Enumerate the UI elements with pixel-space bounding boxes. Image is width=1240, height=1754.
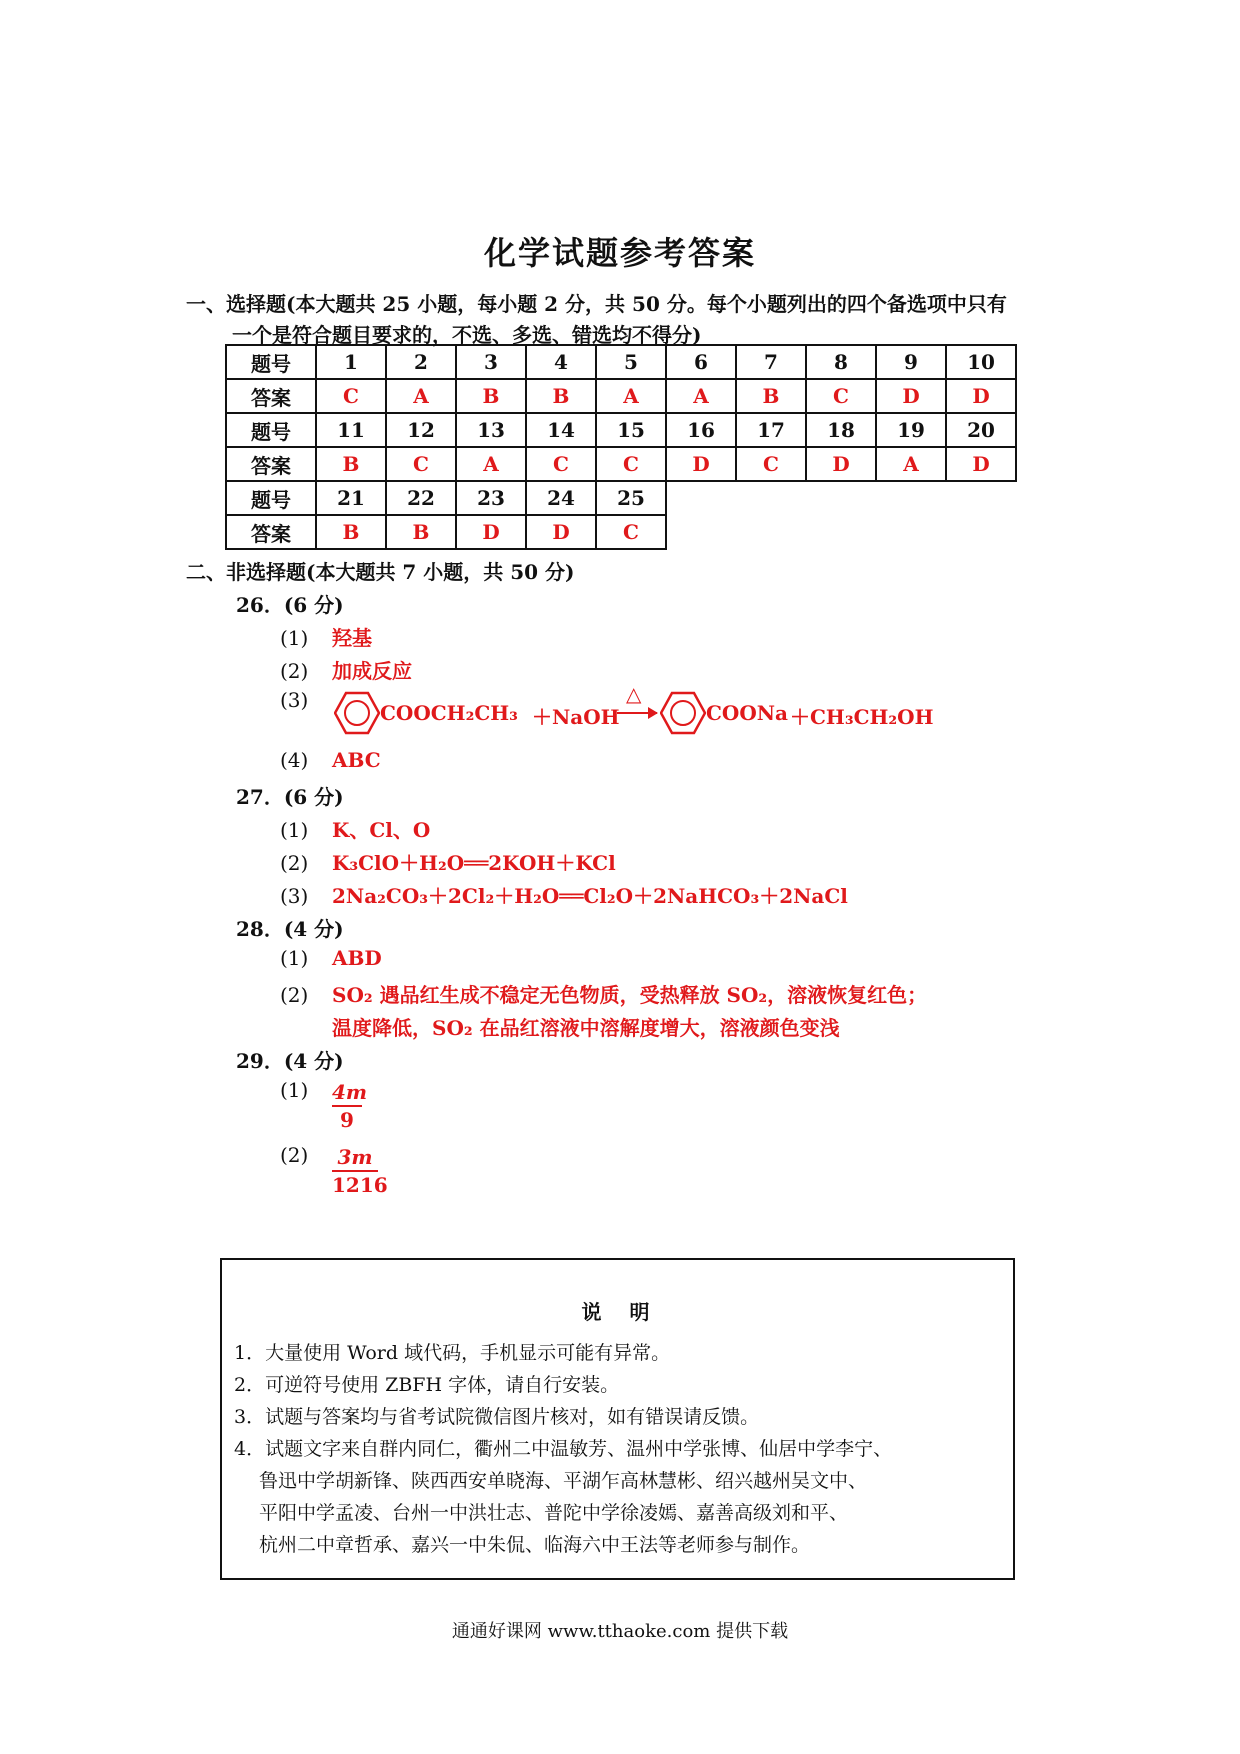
empty-cell [736, 515, 806, 549]
q26-part4 [280, 748, 381, 772]
q26-heat-condition: △ [626, 682, 642, 706]
q29-part2-numerator: 3m [337, 1145, 373, 1169]
answer-cell: B [316, 515, 386, 549]
notes-box [220, 1258, 1015, 1580]
table-row-answers [226, 515, 1016, 549]
q26-product-ethanol: ＋CH₃CH₂OH [790, 705, 934, 729]
table-row-question-numbers [226, 345, 1016, 379]
arrow-head-icon [648, 707, 658, 719]
q29-part2-denominator: 1216 [332, 1173, 388, 1197]
q28-part1-num: (1) [280, 946, 309, 970]
footer-source: 通通好课网 www.tthaoke.com 提供下载 [451, 1621, 789, 1642]
answer-cell: C [316, 379, 386, 413]
note-line: 1．大量使用 Word 域代码，手机显示可能有异常。 [234, 1342, 671, 1364]
q27-part3-num: (3) [280, 884, 309, 908]
answer-cell: A [876, 447, 946, 481]
question-number-cell: 19 [876, 413, 946, 447]
question-number-cell: 12 [386, 413, 456, 447]
answer-cell: D [876, 379, 946, 413]
q26-naoh: ＋NaOH [532, 705, 620, 729]
q26-reactant-group: COOCH₂CH₃ [380, 701, 518, 725]
q26-part3-num: (3) [280, 688, 309, 712]
question-number-cell: 24 [526, 481, 596, 515]
question-number-cell: 1 [316, 345, 386, 379]
note-line: 3．试题与答案均与省考试院微信图片核对，如有错误请反馈。 [234, 1406, 760, 1428]
answer-cell: B [386, 515, 456, 549]
q29-part2-fraction [332, 1145, 388, 1197]
table-row-answers [226, 447, 1016, 481]
question-number-cell: 11 [316, 413, 386, 447]
answer-cell: D [456, 515, 526, 549]
answer-cell: A [666, 379, 736, 413]
q28-heading: 28．(4 分) [236, 917, 344, 941]
q28-part2-answer-line1: SO₂ 遇品红生成不稳定无色物质，受热释放 SO₂，溶液恢复红色； [332, 983, 928, 1007]
question-number-cell: 6 [666, 345, 736, 379]
question-number-cell: 9 [876, 345, 946, 379]
answer-cell: C [526, 447, 596, 481]
fraction-bar [332, 1105, 362, 1107]
question-number-cell: 15 [596, 413, 666, 447]
empty-cell [666, 481, 736, 515]
q28-part2-answer-line2: 温度降低，SO₂ 在品红溶液中溶解度增大，溶液颜色变浅 [332, 1016, 840, 1040]
question-number-cell: 2 [386, 345, 456, 379]
question-number-cell: 4 [526, 345, 596, 379]
question-number-cell: 16 [666, 413, 736, 447]
question-number-cell: 23 [456, 481, 526, 515]
q26-part3 [280, 688, 332, 712]
note-line: 杭州二中章哲承、嘉兴一中朱侃、临海六中王法等老师参与制作。 [234, 1534, 811, 1556]
question-number-cell: 18 [806, 413, 876, 447]
answer-cell: B [316, 447, 386, 481]
question-number-cell: 5 [596, 345, 666, 379]
q26-part1-answer: 羟基 [332, 626, 372, 650]
q28-part2-num: (2) [280, 983, 309, 1007]
empty-cell [736, 481, 806, 515]
question-number-cell: 21 [316, 481, 386, 515]
note-line: 2．可逆符号使用 ZBFH 字体，请自行安装。 [234, 1374, 620, 1396]
q27-part1-answer: K、Cl、O [332, 818, 431, 842]
q28-part1-answer: ABD [332, 946, 382, 970]
note-line: 鲁迅中学胡新锋、陕西西安单晓海、平湖乍高林慧彬、绍兴越州吴文中、 [234, 1470, 868, 1492]
question-number-cell: 17 [736, 413, 806, 447]
q27-part3-answer: 2Na₂CO₃＋2Cl₂＋H₂O══Cl₂O＋2NaHCO₃＋2NaCl [332, 884, 848, 908]
question-number-cell: 20 [946, 413, 1016, 447]
answer-cell: A [596, 379, 666, 413]
question-number-cell: 3 [456, 345, 526, 379]
empty-cell [946, 515, 1016, 549]
q29-part2-num: (2) [280, 1143, 309, 1167]
q29-part1-num: (1) [280, 1078, 309, 1102]
answer-cell: B [456, 379, 526, 413]
q26-heading: 26．(6 分) [236, 593, 344, 617]
answer-table [225, 344, 1017, 550]
row-label-question: 题号 [226, 481, 316, 515]
q27-heading: 27．(6 分) [236, 785, 344, 809]
q26-part4-num: (4) [280, 748, 309, 772]
answer-cell: D [666, 447, 736, 481]
empty-cell [806, 481, 876, 515]
q27-part1-num: (1) [280, 818, 309, 842]
q26-part2-num: (2) [280, 659, 309, 683]
question-number-cell: 10 [946, 345, 1016, 379]
section1-heading-line2: 一个是符合题目要求的，不选、多选、错选均不得分) [232, 323, 702, 347]
q28-part2 [280, 979, 927, 1008]
row-label-answer: 答案 [226, 515, 316, 549]
question-number-cell: 25 [596, 481, 666, 515]
empty-cell [666, 515, 736, 549]
answer-cell: C [596, 447, 666, 481]
note-line: 4．试题文字来自群内同仁，衢州二中温敏芳、温州中学张博、仙居中学李宁、 [234, 1438, 893, 1460]
answer-cell: C [736, 447, 806, 481]
answer-cell: A [386, 379, 456, 413]
empty-cell [806, 515, 876, 549]
section1-heading-line1: 一、选择题(本大题共 25 小题，每小题 2 分，共 50 分。每个小题列出的四个备选项中只有 [186, 292, 1007, 316]
answer-cell: D [946, 447, 1016, 481]
note-line: 平阳中学孟凌、台州一中洪壮志、普陀中学徐凌嫣、嘉善高级刘和平、 [234, 1502, 849, 1524]
empty-cell [876, 515, 946, 549]
q26-part2-answer: 加成反应 [332, 659, 412, 683]
fraction-bar [332, 1170, 378, 1172]
answer-cell: A [456, 447, 526, 481]
q27-part2-answer: K₃ClO＋H₂O══2KOH＋KCl [332, 851, 616, 875]
q26-part1 [280, 622, 372, 651]
question-number-cell: 13 [456, 413, 526, 447]
q26-part4-answer: ABC [332, 748, 381, 772]
answer-cell: D [526, 515, 596, 549]
q27-part1 [280, 814, 430, 843]
q26-product-group: COONa [706, 701, 789, 725]
q29-part1-numerator: 4m [332, 1080, 368, 1104]
answer-cell: D [806, 447, 876, 481]
row-label-answer: 答案 [226, 379, 316, 413]
q26-part1-num: (1) [280, 626, 309, 650]
answer-cell: D [946, 379, 1016, 413]
answer-cell: C [386, 447, 456, 481]
q27-part3 [280, 880, 848, 909]
q29-part1-fraction [332, 1080, 368, 1132]
question-number-cell: 22 [386, 481, 456, 515]
q26-part2 [280, 655, 412, 684]
answer-cell: C [806, 379, 876, 413]
row-label-answer: 答案 [226, 447, 316, 481]
benzene-ring-icon [660, 690, 706, 736]
answer-cell: B [736, 379, 806, 413]
section2-heading: 二、非选择题(本大题共 7 小题，共 50 分) [186, 560, 575, 584]
q27-part2 [280, 847, 616, 876]
table-row-question-numbers [226, 481, 1016, 515]
question-number-cell: 8 [806, 345, 876, 379]
answer-cell: C [596, 515, 666, 549]
notes-title: 说 明 [581, 1300, 654, 1324]
q29-part1-denominator: 9 [340, 1108, 354, 1132]
table-row-answers [226, 379, 1016, 413]
table-row-question-numbers [226, 413, 1016, 447]
question-number-cell: 7 [736, 345, 806, 379]
answer-cell: B [526, 379, 596, 413]
row-label-question: 题号 [226, 345, 316, 379]
q29-heading: 29．(4 分) [236, 1049, 344, 1073]
q27-part2-num: (2) [280, 851, 309, 875]
q28-part1 [280, 946, 382, 970]
empty-cell [946, 481, 1016, 515]
page-title: 化学试题参考答案 [483, 234, 756, 272]
row-label-question: 题号 [226, 413, 316, 447]
empty-cell [876, 481, 946, 515]
question-number-cell: 14 [526, 413, 596, 447]
benzene-ring-icon [334, 690, 380, 736]
